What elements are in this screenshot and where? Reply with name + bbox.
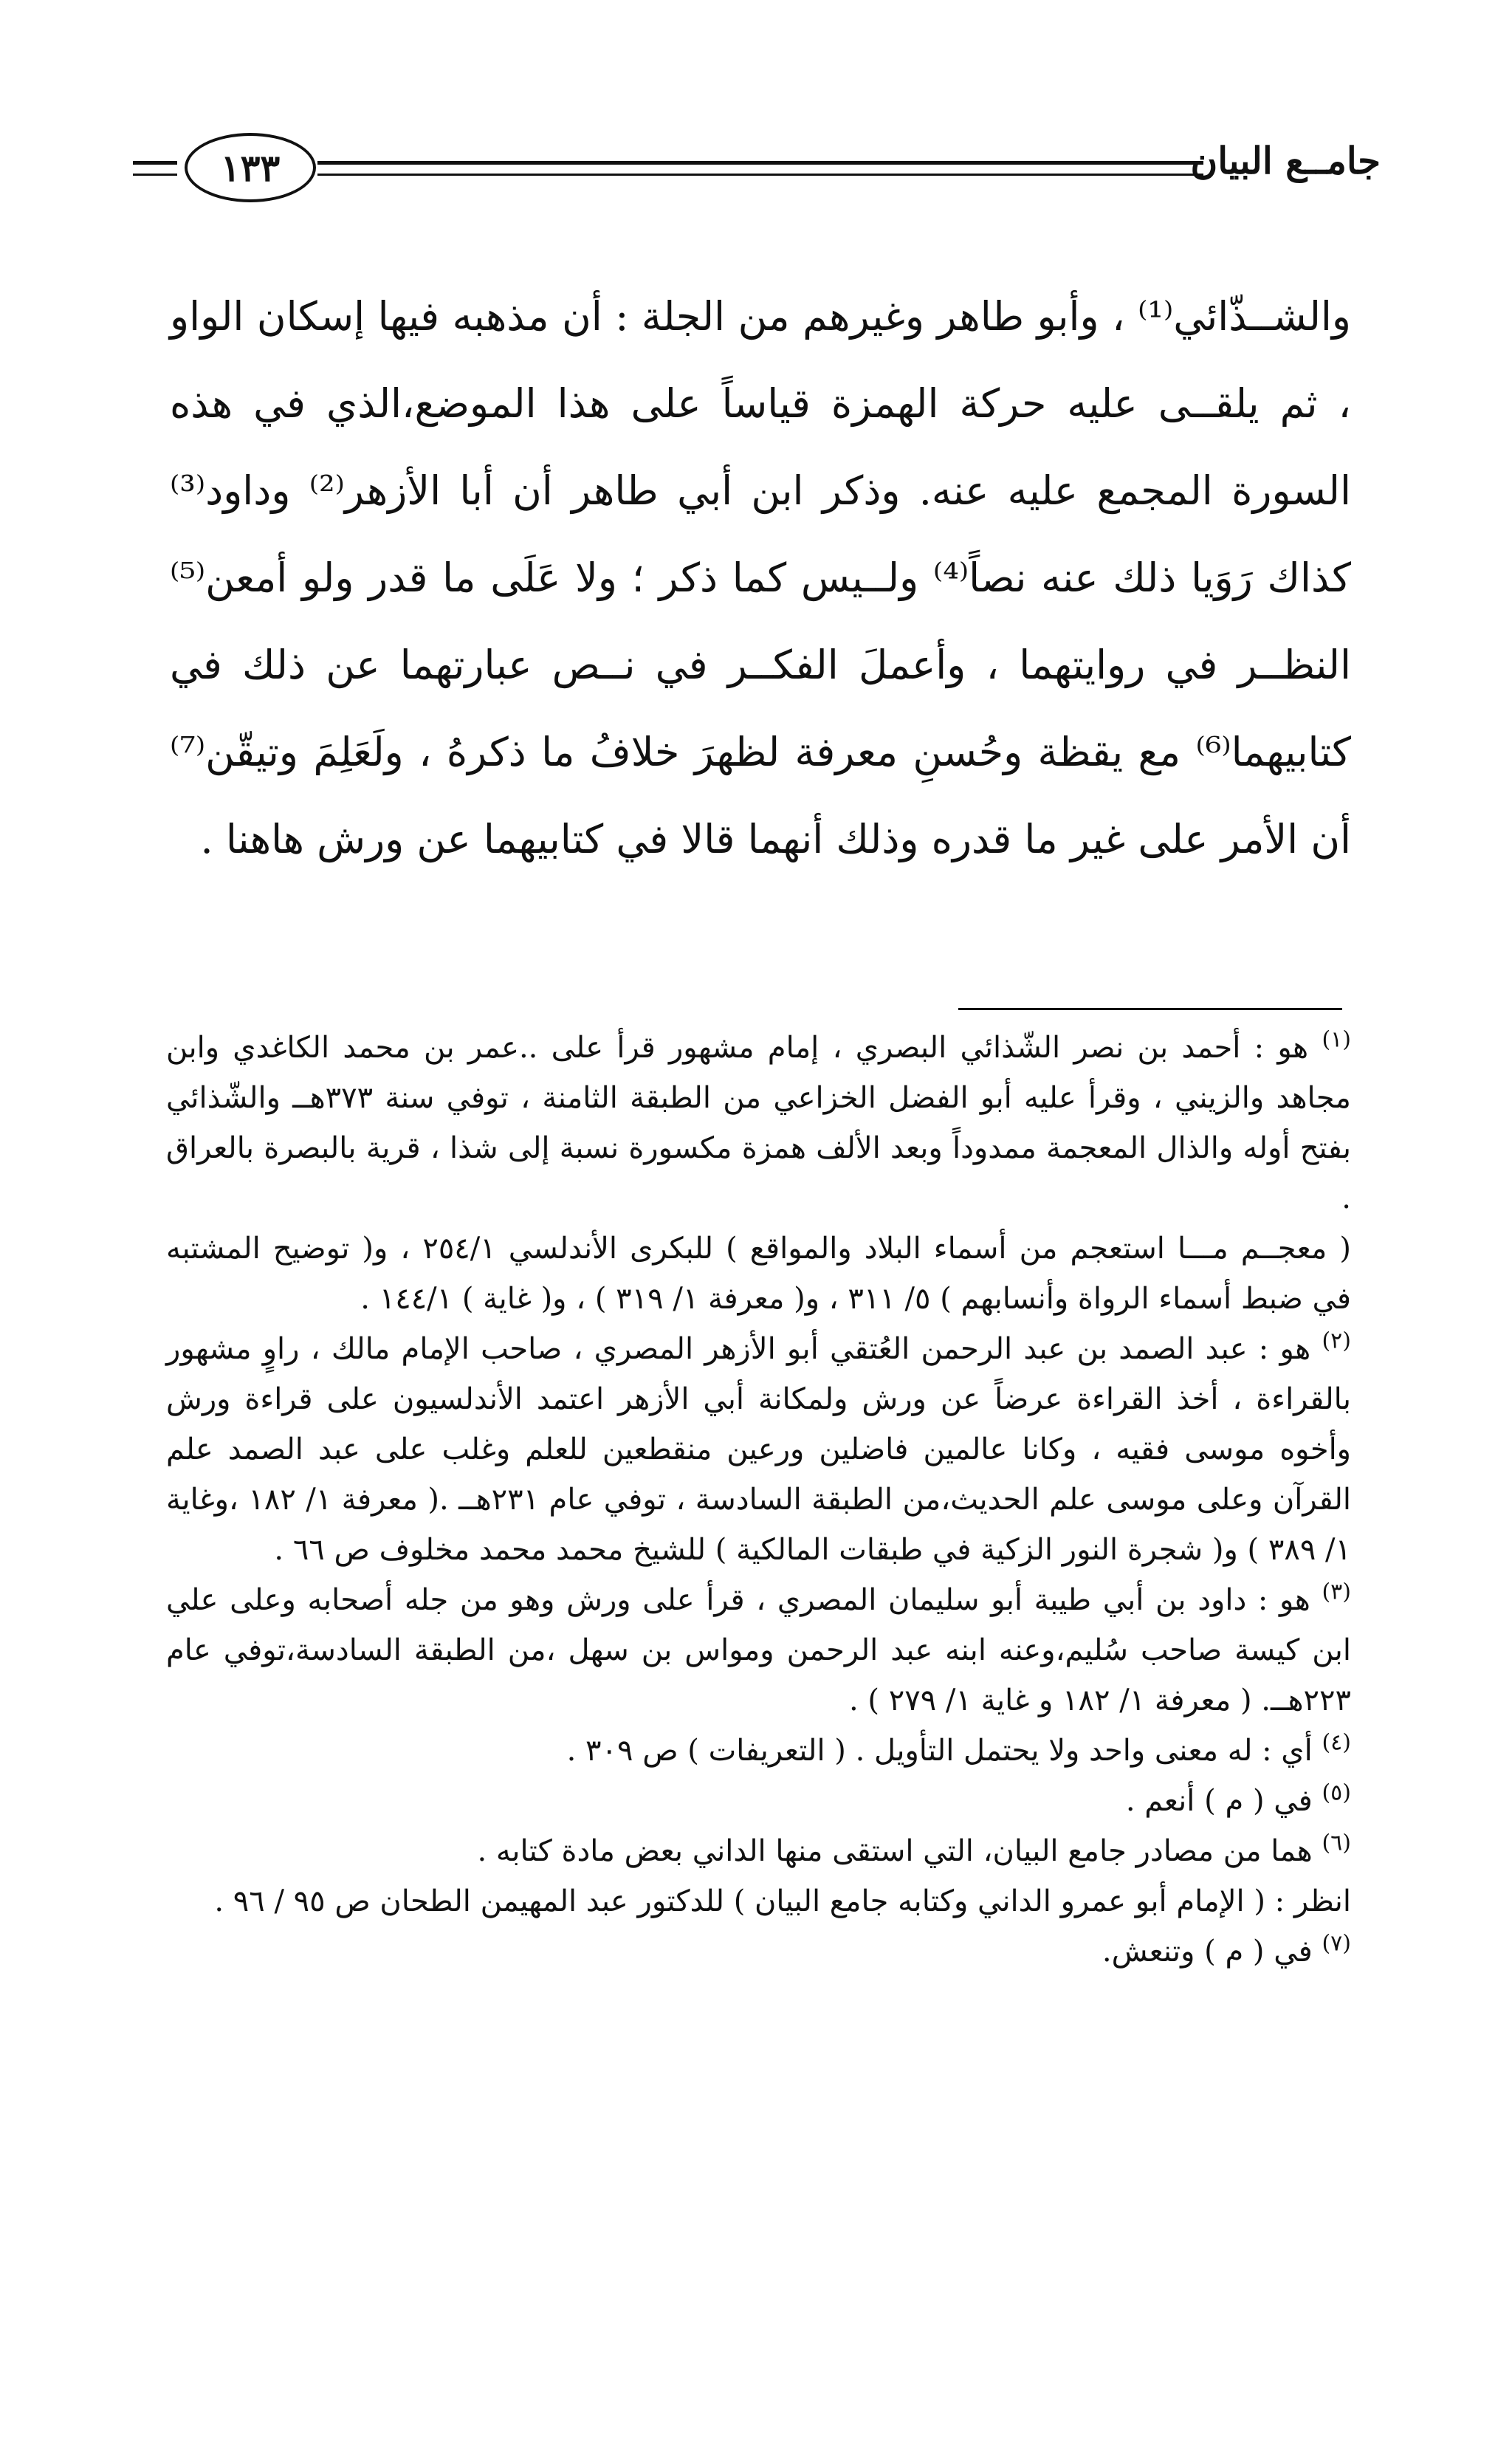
- footnote-6: [166, 1826, 1351, 1876]
- page-header: [133, 126, 1381, 207]
- page-number: ١٣٣: [185, 133, 316, 202]
- footnote-number: (٣): [1322, 1579, 1352, 1605]
- footnote-text: هو : عبد الصمد بن عبد الرحمن العُتقي أبو الأزهر المصري ، صاحب الإمام مالك ، راوٍ مشهور بالقراءة ، أخذ القراءة عرضاً عن ورش ولمكانة أبي الأزهر اعتمد الأندلسيون على قراءة ورش وأخوه موسى فقيه ، وكانا عالمين فاضلين ورعين منقطعين للعلم وغلب على عبد الصمد علم القرآن وعلى موسى علم الحديث،من الطبقة السادسة ، توفي عام ٢٣١هــ .( معرفة ١/ ١٨٢ ،وغاية ١/ ٣٨٩ ) و( شجرة النور الزكية في طبقات المالكية ) للشيخ محمد محمد مخلوف ص ٦٦ .: [166, 1332, 1352, 1567]
- footnote-number: (٢): [1322, 1328, 1352, 1354]
- header-rule-left: [133, 161, 177, 176]
- running-title: جامــع البيان: [1190, 139, 1381, 182]
- footnote-2: [166, 1324, 1351, 1575]
- footnote-3: [166, 1575, 1351, 1726]
- main-text: [170, 273, 1351, 883]
- footnote-1: [166, 1023, 1351, 1224]
- footnote-separator: [958, 1008, 1342, 1010]
- header-rule: [317, 161, 1203, 176]
- footnote-number: (٧): [1322, 1930, 1351, 1957]
- footnote-5: [166, 1776, 1351, 1826]
- footnote-6-reference: انظر : ( الإمام أبو عمرو الداني وكتابه جامع البيان ) للدكتور عبد المهيمن الطحان ص ٩٥ / ٩٦ .: [214, 1884, 1351, 1918]
- footnote-4: [166, 1726, 1351, 1776]
- footnote-text: هو : داود بن أبي طيبة أبو سليمان المصري ، قرأ على ورش وهو من جله أصحابه وعلى علي ابن كيسة صاحب سُليم،وعنه ابنه عبد الرحمن ومواس بن سهل ،من الطبقة السادسة،توفي عام ٢٢٣هــ. ( معرفة ١/ ١٨٢ و غاية ١/ ٢٧٩ ) .: [166, 1583, 1351, 1717]
- footnote-text: في ( م ) وتنعش.: [1102, 1935, 1313, 1969]
- main-paragraph: والشــذّائي⁽¹⁾ ، وأبو طاهر وغيرهم من الجلة : أن مذهبه فيها إسكان الواو ، ثم يلقــى عليه حركة الهمزة قياساً على هذا الموضع،الذي في هذه السورة المجمع عليه عنه. وذكر ابن أبي طاهر أن أبا الأزهر⁽²⁾ وداود⁽³⁾ كذاك رَوَيا ذلك عنه نصاً⁽⁴⁾ ولــيس كما ذكر ؛ ولا عَلَى ما قدر ولو أمعن⁽⁵⁾ النظــر في روايتهما ، وأعملَ الفكــر في نــص عبارتهما عن ذلك في كتابيهما⁽⁶⁾ مع يقظة وحُسنِ معرفة لظهرَ خلافُ ما ذكرهُ ، ولَعَلِمَ وتيقّن⁽⁷⁾ أن الأمر على غير ما قدره وذلك أنهما قالا في كتابيهما عن ورش هاهنا .: [170, 293, 1352, 862]
- footnotes: [166, 1023, 1351, 1977]
- footnote-number: (١): [1322, 1026, 1352, 1053]
- footnote-7: [166, 1926, 1351, 1977]
- footnote-text: هو : أحمد بن نصر الشّذائي البصري ، إمام مشهور قرأ على ..عمر بن محمد الكاغدي وابن مجاهد والزيني ، وقرأ عليه أبو الفضل الخزاعي من الطبقة الثامنة ، توفي سنة ٣٧٣هــ والشّذائي بفتح أوله والذال المعجمة ممدوداً وبعد الألف همزة مكسورة نسبة إلى شذا ، قرية بالبصرة بالعراق .: [166, 1031, 1351, 1215]
- footnote-text: في ( م ) أنعم .: [1125, 1784, 1313, 1818]
- footnote-number: (٦): [1322, 1830, 1351, 1856]
- footnote-number: (٥): [1322, 1780, 1351, 1806]
- footnote-text: أي : له معنى واحد ولا يحتمل التأويل . ( التعريفات ) ص ٣٠٩ .: [566, 1734, 1313, 1768]
- footnote-text: هما من مصادر جامع البيان، التي استقى منها الداني بعض مادة كتابه .: [477, 1834, 1313, 1868]
- footnote-number: (٤): [1322, 1729, 1351, 1756]
- footnote-1-reference: ( معجــم مـــا استعجم من أسماء البلاد والمواقع ) للبكرى الأندلسي ٢٥٤/١ ، و( توضيح المشتبه في ضبط أسماء الرواة وأنسابهم ) ٥/ ٣١١ ، و( معرفة ١/ ٣١٩ ) ، و( غاية ) ١٤٤/١ .: [166, 1232, 1351, 1316]
